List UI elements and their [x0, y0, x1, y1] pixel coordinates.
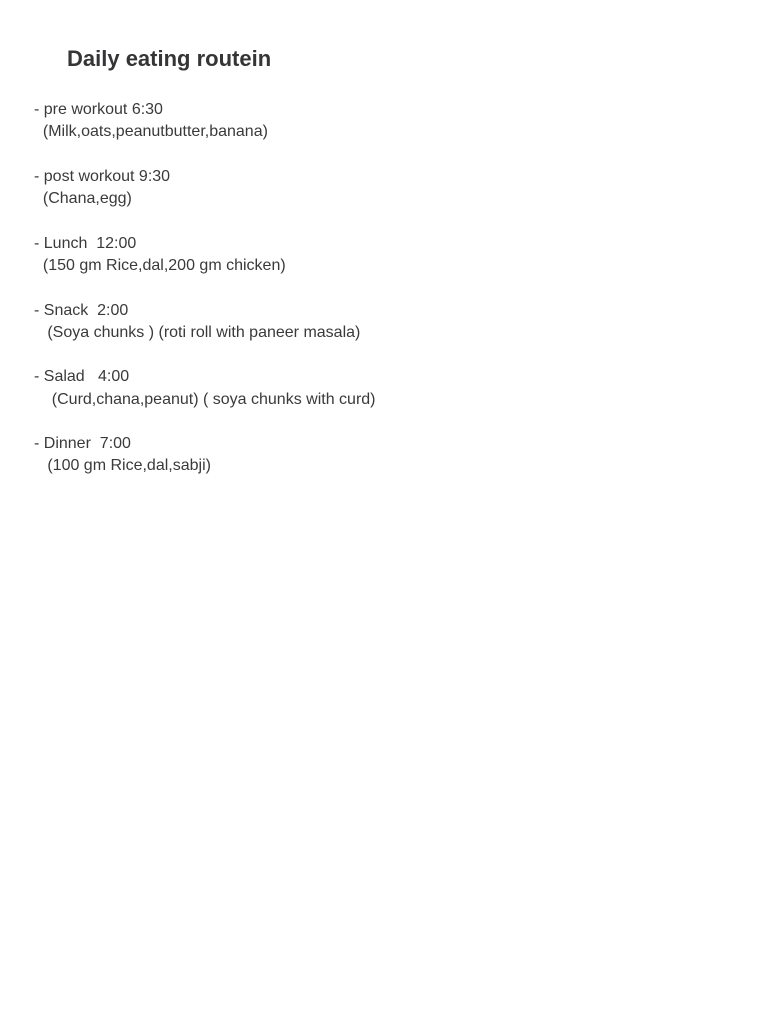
entry-detail-dinner[interactable]: (100 gm Rice,dal,sabji) — [34, 457, 211, 474]
entry-detail-post-workout[interactable]: (Chana,egg) — [34, 190, 132, 207]
entry-heading-dinner[interactable]: - Dinner 7:00 — [34, 435, 131, 452]
entry-heading-pre-workout[interactable]: - pre workout 6:30 — [34, 101, 163, 118]
entry-detail-lunch[interactable]: (150 gm Rice,dal,200 gm chicken) — [34, 257, 286, 274]
note-title[interactable]: Daily eating routein — [67, 46, 272, 71]
entry-heading-post-workout[interactable]: - post workout 9:30 — [34, 168, 171, 185]
entry-detail-snack[interactable]: (Soya chunks ) (roti roll with paneer masala) — [34, 324, 361, 341]
entry-heading-lunch[interactable]: - Lunch 12:00 — [34, 235, 137, 252]
entry-detail-pre-workout[interactable]: (Milk,oats,peanutbutter,banana) — [34, 123, 268, 140]
entry-detail-salad[interactable]: (Curd,chana,peanut) ( soya chunks with curd) — [34, 391, 376, 408]
entry-heading-snack[interactable]: - Snack 2:00 — [34, 302, 129, 319]
entry-heading-salad[interactable]: - Salad 4:00 — [34, 368, 130, 385]
